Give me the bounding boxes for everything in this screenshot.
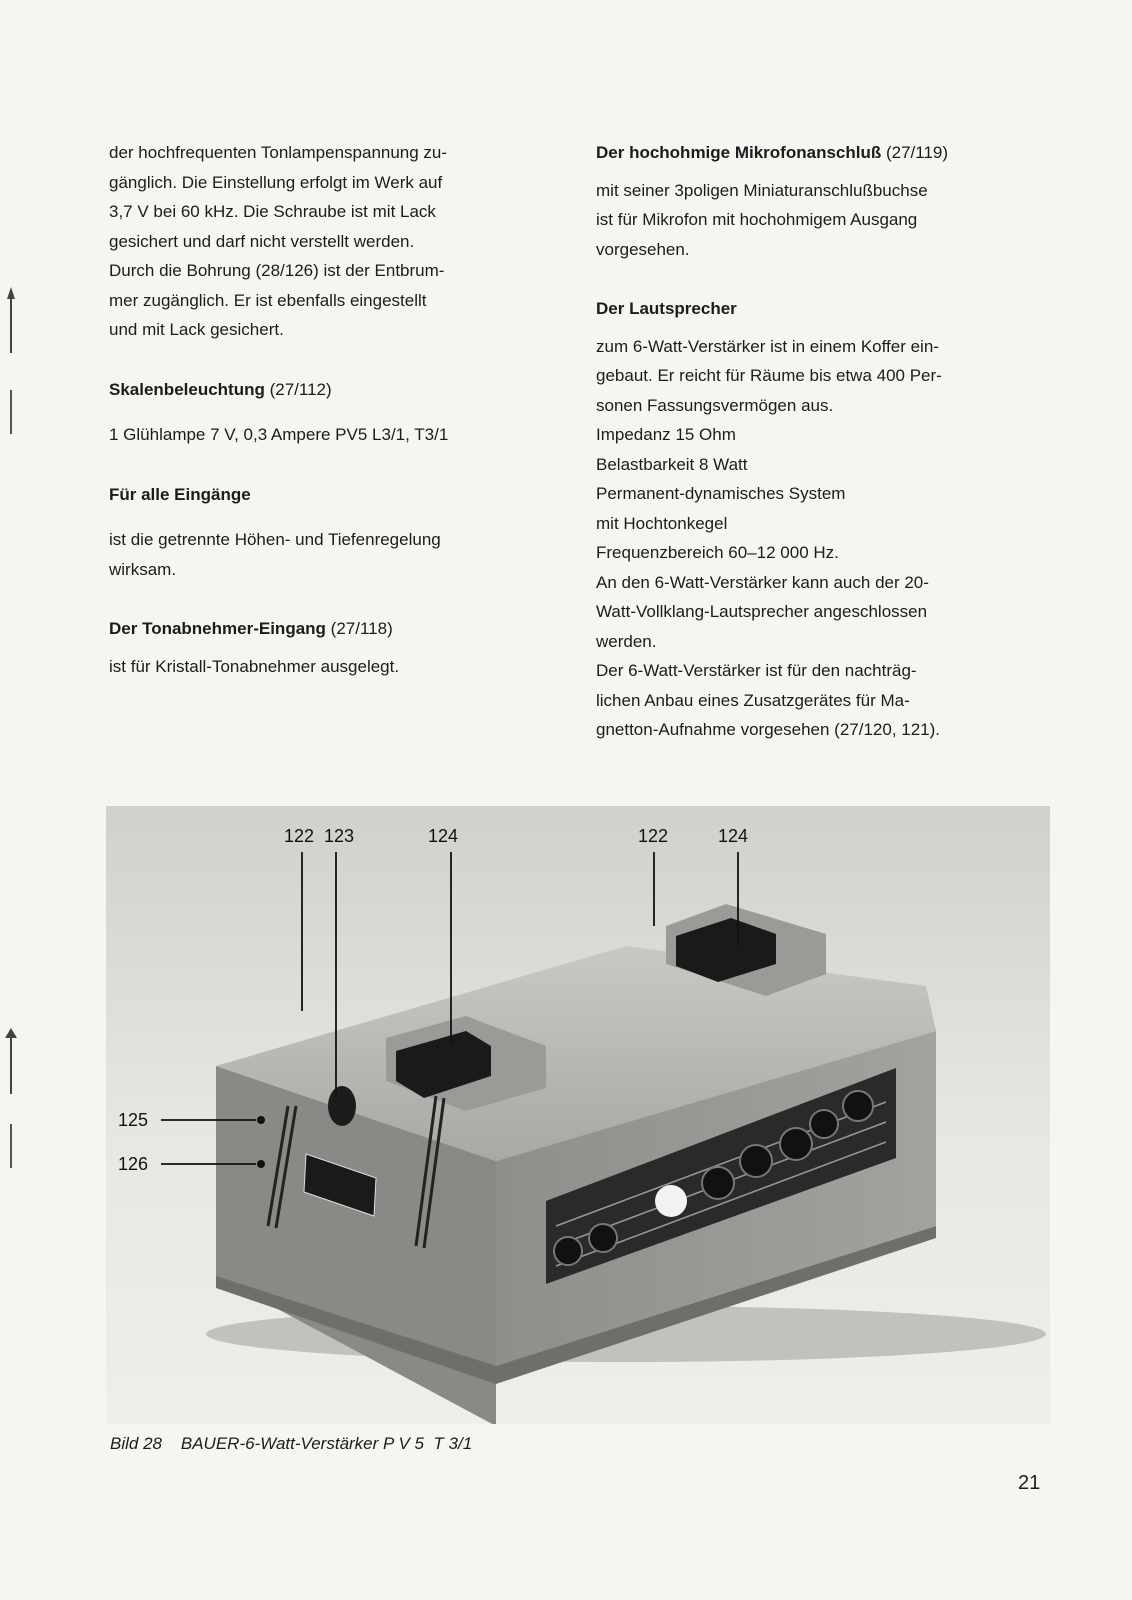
lautsprecher-text xyxy=(596,332,1050,421)
section-heading-tonabnehmer xyxy=(109,614,557,644)
control-knob xyxy=(740,1145,772,1177)
input-socket xyxy=(589,1224,617,1252)
amplifier-illustration xyxy=(106,806,1050,1424)
section-heading-lautsprecher: Der Lautsprecher xyxy=(596,299,737,318)
section-heading-mikrofon xyxy=(596,138,1050,168)
text-line: gnetton-Aufnahme vorgesehen (27/120, 121). xyxy=(596,720,941,739)
skalen-text: 1 Glühlampe 7 V, 0,3 Ampere PV5 L3/1, T3/1 xyxy=(109,425,449,444)
amplifier-photo xyxy=(106,806,1050,1424)
figure-reference: (27/119) xyxy=(885,143,949,162)
text-line: lichen Anbau eines Zusatzgerätes für Ma- xyxy=(596,690,910,710)
text-line: mer zugänglich. Er ist ebenfalls eingestellt xyxy=(109,290,427,310)
page-number: 21 xyxy=(1018,1472,1041,1494)
text-line: vorgesehen. xyxy=(596,239,690,259)
left-column xyxy=(109,138,557,681)
callout-label: 126 xyxy=(118,1154,149,1174)
text-line: Watt-Vollklang-Lautsprecher angeschlossen xyxy=(596,602,928,621)
heading-text: Skalenbeleuchtung xyxy=(109,379,265,399)
text-line: und mit Lack gesichert. xyxy=(109,320,284,339)
text-line: Durch die Bohrung (28/126) ist der Entbrum- xyxy=(109,261,445,280)
text-line: Der 6-Watt-Verstärker ist für den nachträg- xyxy=(596,661,917,680)
pilot-lamp xyxy=(655,1185,687,1217)
text-line: werden. xyxy=(596,631,657,651)
lautsprecher-specs xyxy=(596,420,1050,568)
heading-text: Der hochohmige Mikrofonanschluß xyxy=(596,143,882,162)
text-line: ist die getrennte Höhen- und Tiefenregelung xyxy=(109,530,441,549)
callout-label: 122 xyxy=(638,826,669,846)
binder-mark-4 xyxy=(4,1122,18,1172)
callout-label: 124 xyxy=(718,826,749,846)
right-column xyxy=(596,138,1050,745)
figure-reference: (27/118) xyxy=(330,619,393,638)
side-jack-126 xyxy=(257,1160,265,1168)
callout-label: 122 xyxy=(284,826,315,846)
spec-line: Impedanz 15 Ohm xyxy=(596,425,736,444)
text-line: wirksam. xyxy=(109,559,177,579)
spec-line: Permanent-dynamisches System xyxy=(596,484,846,503)
spec-line: Frequenzbereich 60–12 000 Hz. xyxy=(596,543,839,562)
side-jack-125 xyxy=(257,1116,265,1124)
text-line: An den 6-Watt-Verstärker kann auch der 20- xyxy=(596,572,929,592)
tonabnehmer-text: ist für Kristall-Tonabnehmer ausgelegt. xyxy=(109,656,400,676)
lautsprecher-paragraph-3 xyxy=(596,656,1050,745)
top-knob xyxy=(328,1086,356,1126)
intro-paragraph xyxy=(109,138,557,345)
text-line: gebaut. Er reicht für Räume bis etwa 400 Per- xyxy=(596,366,942,385)
figure-reference: (27/112) xyxy=(269,379,332,399)
binder-mark-2 xyxy=(4,388,18,438)
spec-line: Belastbarkeit 8 Watt xyxy=(596,454,748,474)
binder-mark-top xyxy=(4,285,18,355)
control-knob xyxy=(702,1167,734,1199)
text-line: der hochfrequenten Tonlampenspannung zu- xyxy=(109,143,448,162)
section-heading-skalenbeleuchtung xyxy=(109,375,557,405)
text-line: 3,7 V bei 60 kHz. Die Schraube ist mit Lack xyxy=(109,202,436,221)
lautsprecher-paragraph-2 xyxy=(596,568,1050,657)
heading-text: Der Tonabnehmer-Eingang xyxy=(109,619,326,638)
text-line: ist für Mikrofon mit hochohmigem Ausgang xyxy=(596,210,918,229)
text-line: gesichert und darf nicht verstellt werden. xyxy=(109,231,415,251)
callout-label: 124 xyxy=(428,826,459,846)
input-socket xyxy=(554,1237,582,1265)
callout-label: 125 xyxy=(118,1110,149,1130)
spec-line: mit Hochtonkegel xyxy=(596,513,728,533)
eingaenge-text xyxy=(109,525,557,584)
text-line: mit seiner 3poligen Miniaturanschlußbuchse xyxy=(596,180,928,200)
control-knob xyxy=(843,1091,873,1121)
text-line: zum 6-Watt-Verstärker ist in einem Koffer ein- xyxy=(596,336,939,356)
figure-caption: Bild 28 BAUER-6-Watt-Verstärker P V 5 T 3/1 xyxy=(110,1434,473,1453)
callout-label: 123 xyxy=(324,826,355,846)
section-heading-eingaenge: Für alle Eingänge xyxy=(109,484,251,504)
text-line: sonen Fassungsvermögen aus. xyxy=(596,395,834,415)
mikrofon-text xyxy=(596,176,1050,265)
text-line: gänglich. Die Einstellung erfolgt im Werk auf xyxy=(109,172,443,192)
control-knob xyxy=(780,1128,812,1160)
control-knob xyxy=(810,1110,838,1138)
binder-mark-3 xyxy=(4,1026,18,1096)
